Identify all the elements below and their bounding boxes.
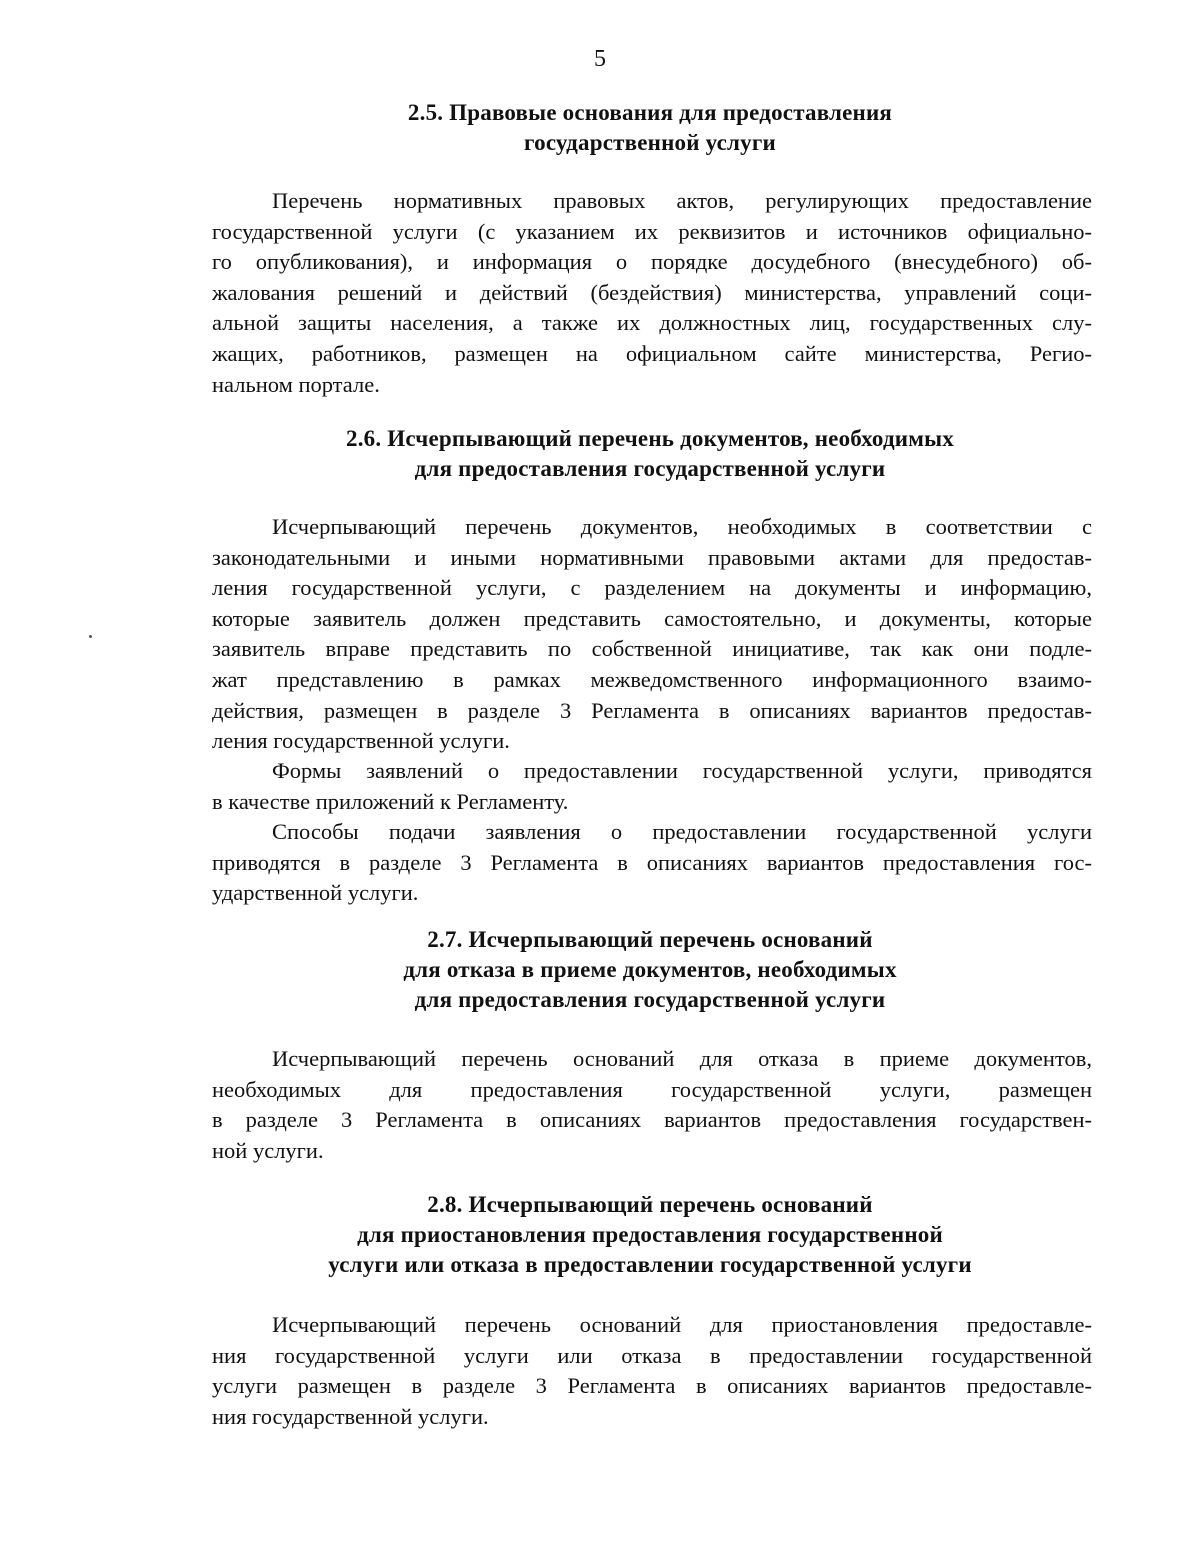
section-2-5-heading — [200, 98, 1100, 158]
page-number: 5 — [594, 46, 606, 72]
section-2-6-heading — [200, 424, 1100, 484]
text-line: в разделе 3 Регламента в описаниях вариантов предоставления государствен- — [212, 1107, 1092, 1133]
text-line: государственной услуги (с указанием их реквизитов и источников официально- — [212, 218, 1092, 244]
heading-line: услуги или отказа в предоставлении государственной услуги — [328, 1252, 972, 1277]
text-line: ления государственной услуги. — [212, 728, 510, 754]
section-2-8-paragraph-1 — [212, 1310, 1092, 1432]
section-2-8-heading — [200, 1190, 1100, 1280]
heading-line: для предоставления государственной услуги — [414, 456, 886, 481]
text-line: ния государственной услуги. — [212, 1403, 489, 1429]
scan-speck — [89, 635, 92, 638]
text-line: ной услуги. — [212, 1137, 324, 1163]
heading-line: для приостановления предоставления государственной — [357, 1222, 943, 1247]
text-line: Исчерпывающий перечень оснований для отказа в приеме документов, — [272, 1046, 1092, 1071]
text-line: необходимых для предоставления государственной услуги, размещен — [212, 1076, 1092, 1102]
section-2-6-paragraph-3 — [212, 817, 1092, 909]
text-line: Способы подачи заявления о предоставлении государственной услуги — [272, 819, 1092, 844]
heading-line: 2.6. Исчерпывающий перечень документов, необходимых — [346, 426, 954, 451]
heading-line: для предоставления государственной услуги — [414, 987, 886, 1012]
text-line: ления государственной услуги, с разделением на документы и информацию, — [212, 575, 1092, 601]
section-2-7-paragraph-1 — [212, 1044, 1092, 1166]
text-line: жалования решений и действий (бездействия) министерства, управлений соци- — [212, 279, 1092, 305]
section-2-6-paragraph-2 — [212, 756, 1092, 817]
heading-line: государственной услуги — [524, 130, 776, 155]
heading-line: для отказа в приеме документов, необходимых — [403, 957, 897, 982]
heading-line: 2.5. Правовые основания для предоставления — [407, 100, 893, 125]
text-line: жащих, работников, размещен на официальном сайте министерства, Регио- — [212, 340, 1092, 366]
text-line: услуги размещен в разделе 3 Регламента в описаниях вариантов предоставле- — [212, 1373, 1092, 1399]
text-line: альной защиты населения, а также их должностных лиц, государственных слу- — [212, 310, 1092, 336]
heading-line: 2.8. Исчерпывающий перечень оснований — [427, 1192, 873, 1217]
text-line: заявитель вправе представить по собственной инициативе, так как они подле- — [212, 636, 1092, 662]
text-line: в качестве приложений к Регламенту. — [212, 788, 569, 814]
text-line: действия, размещен в разделе 3 Регламента в описаниях вариантов предостав- — [212, 697, 1092, 723]
text-line: ударственной услуги. — [212, 880, 419, 906]
section-2-7-heading — [200, 925, 1100, 1015]
text-line: законодательными и иными нормативными правовыми актами для предостав- — [212, 544, 1092, 570]
text-line: жат представлению в рамках межведомственного информационного взаимо- — [212, 666, 1092, 692]
text-line: Перечень нормативных правовых актов, регулирующих предоставление — [272, 188, 1092, 213]
section-2-6-paragraph-1 — [212, 512, 1092, 757]
text-line: которые заявитель должен представить самостоятельно, и документы, которые — [212, 605, 1092, 631]
text-line: Исчерпывающий перечень оснований для приостановления предоставле- — [272, 1312, 1092, 1337]
text-line: нальном портале. — [212, 371, 380, 397]
text-line: приводятся в разделе 3 Регламента в описаниях вариантов предоставления гос- — [212, 849, 1092, 875]
section-2-5-paragraph-1 — [212, 186, 1092, 400]
text-line: Исчерпывающий перечень документов, необходимых в соответствии с — [272, 514, 1092, 539]
text-line: Формы заявлений о предоставлении государственной услуги, приводятся — [272, 758, 1092, 783]
text-line: го опубликования), и информация о порядке досудебного (внесудебного) об- — [212, 249, 1092, 275]
heading-line: 2.7. Исчерпывающий перечень оснований — [427, 927, 873, 952]
text-line: ния государственной услуги или отказа в предоставлении государственной — [212, 1342, 1092, 1368]
